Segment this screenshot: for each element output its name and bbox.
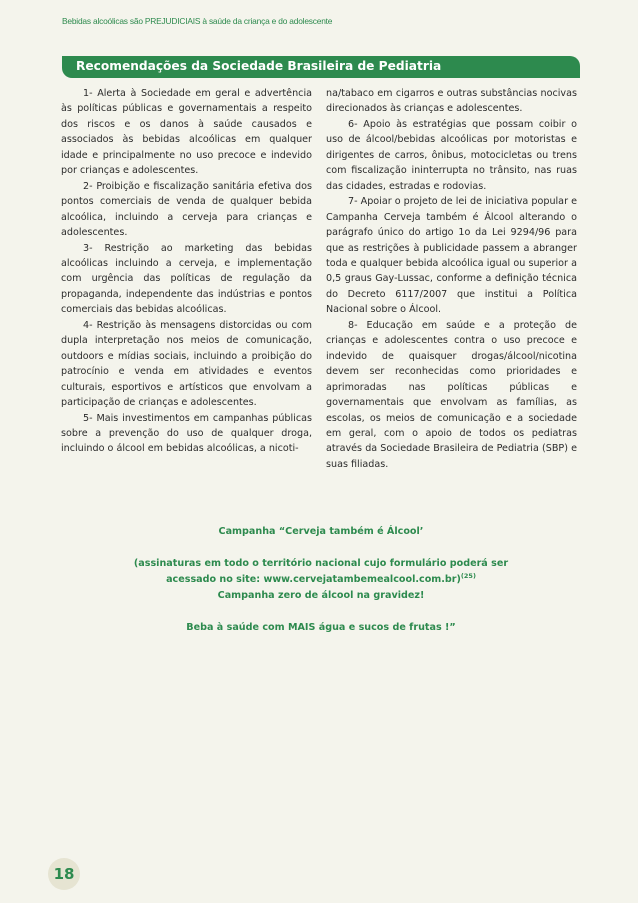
campaign-signatures-line-2 [62,572,580,588]
recommendation-4: 4- Restrição às mensagens distorcidas ou com dupla interpretação nos meios de comunicação, outdoors e mídias sociais, incluindo a proibição do patrocínio e venda em atividades e eventos culturais, esportivos e artísticos que envolvam a participação de crianças e adolescentes. [61,319,312,409]
right-text-column [326,86,577,472]
reference-marker: (25) [460,572,476,580]
recommendation-3: 3- Restrição ao marketing das bebidas alcoólicas incluindo a cerveja, e implementação com urgência das políticas de regulação da propaganda, independente das indústrias e pontos comerciais das bebidas alcoólicas. [61,242,312,316]
recommendation-5: 5- Mais investimentos em campanhas públicas sobre a prevenção do uso de qualquer droga, incluindo o álcool em bebidas alcoólicas, a nicoti- [61,412,312,455]
campaign-block [62,524,580,636]
running-header: Bebidas alcoólicas são PREJUDICIAIS à saúde da criança e do adolescente [62,16,333,26]
section-title: Recomendações da Sociedade Brasileira de Pediatria [76,59,442,73]
campaign-site-text: acessado no site: www.cervejatambemealcool.com.br) [166,574,461,585]
page-number: 18 [48,858,80,890]
recommendation-7: 7- Apoiar o projeto de lei de iniciativa popular e Campanha Cerveja também é Álcool alterando o parágrafo único do artigo 1o da Lei 9294/96 para que as restrições à publicidade passem a abranger toda e qualquer bebida alcoólica igual ou superior a 0,5 graus Gay-Lussac, conforme a definição técnica do Decreto 6117/2007 que institui a Política Nacional sobre o Álcool. [326,196,577,316]
recommendation-5-continuation: na/tabaco em cigarros e outras substâncias nocivas direcionados às crianças e adolescentes. [326,88,577,115]
recommendation-6: 6- Apoio às estratégias que possam coibir o uso de álcool/bebidas alcoólicas por motoristas e dirigentes de carros, ônibus, motocicletas ou trens com fiscalização ininterrupta no trânsito, nas ruas das cidades, estradas e rodovias. [326,118,577,192]
recommendation-2: 2- Proibição e fiscalização sanitária efetiva dos pontos comerciais de venda de qualquer bebida alcoólica, incluindo a cerveja para crianças e adolescentes. [61,180,312,239]
recommendation-1: 1- Alerta à Sociedade em geral e advertência às políticas públicas e governamentais a respeito dos riscos e os danos à saúde causados e associados às bebidas alcoólicas em qualquer idade e principalmente no uso precoce e indevido por crianças e adolescentes. [61,88,312,177]
recommendation-8: 8- Educação em saúde e a proteção de crianças e adolescentes contra o uso precoce e indevido de quaisquer drogas/álcool/nicotina devem ser reconhecidas como prioridades e aprimoradas nas políticas públicas e governamentais que envolvam as famílias, as escolas, os meios de comunicação e a sociedade em geral, com o apoio de todos os pediatras através da Sociedade Brasileira de Pediatria (SBP) e suas filiadas. [326,319,577,470]
left-text-column [61,86,312,457]
campaign-signatures-line-1: (assinaturas em todo o território nacional cujo formulário poderá ser [133,558,509,569]
campaign-health-slogan: Beba à saúde com MAIS água e sucos de frutas !” [186,622,456,633]
campaign-title: Campanha “Cerveja também é Álcool’ [218,526,424,537]
section-title-banner [62,56,580,78]
campaign-pregnancy: Campanha zero de álcool na gravidez! [217,590,425,601]
